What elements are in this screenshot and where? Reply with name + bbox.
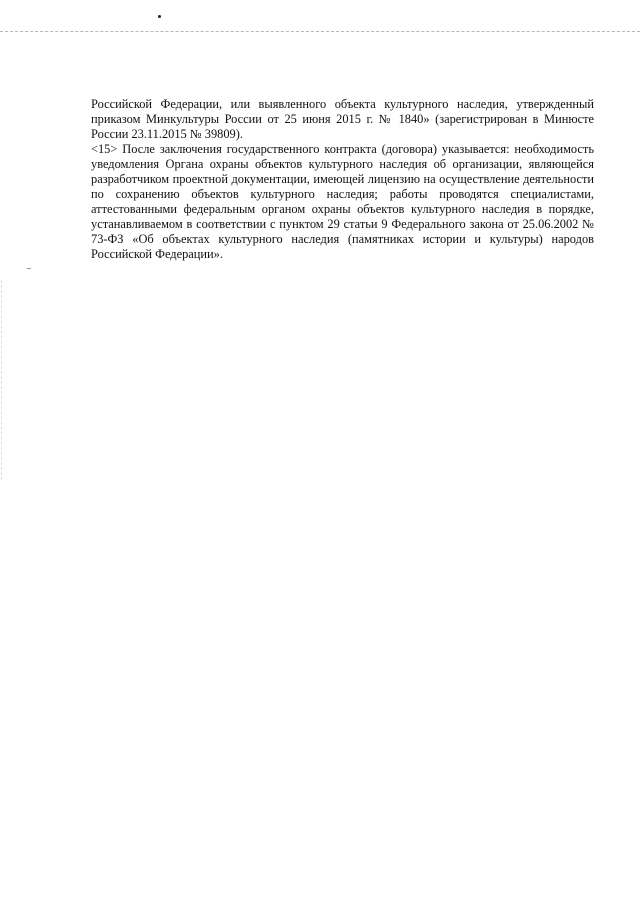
scan-left-edge (1, 280, 2, 480)
scan-speck (27, 268, 31, 269)
document-body (91, 97, 594, 262)
scan-dot (158, 15, 161, 18)
paragraph-order-reference: Российской Федерации, или выявленного объекта культурного наследия, утвержденный приказом Минкультуры России от 25 июня 2015 г. № 1840» (зарегистрирован в Минюсте России 23.11.2015 № 39809). (91, 97, 594, 141)
footnote-15-marker: <15> (91, 142, 118, 156)
footnote-15-text: После заключения государственного контракта (договора) указывается: необходимость уведомления Органа охраны объектов культурного наследия об организации, являющейся разработчиком проектной документации, имеющей лицензию на осуществление деятельности по сохранению объектов культурного наследия; работы проводятся специалистами, аттестованными федеральным органом охраны объектов культурного наследия в порядке, устанавливаемом в соответствии с пунктом 29 статьи 9 Федерального закона от 25.06.2002 № 73-ФЗ «Об объектах культурного наследия (памятниках истории и культуры) народов Российской Федерации». (91, 142, 594, 261)
scan-top-line (0, 31, 640, 32)
footnote-15 (91, 142, 594, 262)
